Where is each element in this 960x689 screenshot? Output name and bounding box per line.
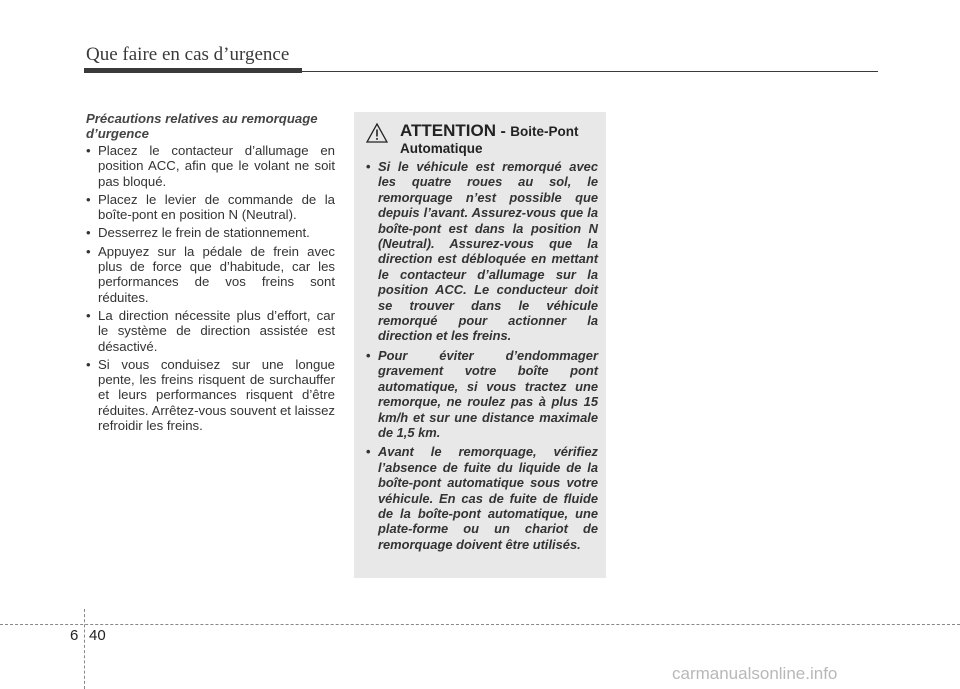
warning-label: ATTENTION	[400, 121, 497, 140]
page-title: Que faire en cas d’urgence	[86, 44, 290, 65]
chapter-number: 6	[70, 627, 79, 644]
footer-rule	[0, 624, 960, 625]
warning-separator: -	[496, 123, 511, 140]
warning-topic: Boite-Pont	[510, 124, 579, 139]
header-bar	[84, 68, 302, 73]
warning-triangle-icon	[366, 123, 388, 143]
list-item: • La direction nécessite plus d’effort, car le système de direction assistée est désactivé.	[86, 308, 335, 354]
section-subheading: Précautions relatives au remorquage d’urgence	[86, 111, 318, 141]
header-rule	[302, 71, 878, 72]
list-item: • Placez le levier de commande de la boîte-pont en position N (Neutral).	[86, 192, 335, 223]
list-item: • Appuyez sur la pédale de frein avec plus de force que d’habitude, car les performances de vos freins sont réduites.	[86, 244, 335, 305]
watermark: carmanualsonline.info	[672, 664, 838, 683]
list-item: • Si vous conduisez sur une longue pente, les freins risquent de surchauffer et leurs performances risquent d’être réduites. Arrêtez-vous souvent et laissez refroidir les freins.	[86, 357, 335, 433]
warning-item: • Avant le remorquage, vérifiez l’absence de fuite du liquide de la boîte-pont automatique sous votre véhicule. En cas de fuite de fluide de la boîte-pont automatique, une plate-forme ou un chariot de remorquage doivent être utilisés.	[366, 444, 598, 552]
warning-item: • Pour éviter d’endommager gravement votre boîte pont automatique, si vous tractez une remorque, ne roulez pas à plus 15 km/h et sur une distance maximale de 1,5 km.	[366, 348, 598, 440]
page-number: 40	[89, 627, 106, 644]
warning-box	[354, 112, 606, 578]
list-item: • Placez le contacteur d’allumage en position ACC, afin que le volant ne soit pas bloqué.	[86, 143, 335, 189]
list-item: • Desserrez le frein de stationnement.	[86, 225, 335, 240]
warning-header	[366, 122, 598, 157]
left-column	[86, 111, 335, 436]
footer-divider	[84, 609, 85, 689]
warning-title	[400, 122, 598, 157]
warning-item: • Si le véhicule est remorqué avec les quatre roues au sol, le remorquage n’est possible que depuis l’avant. Assurez-vous que la boîte-pont est dans la position N (Neutral). Assurez-vous que la direction est débloquée en mettant le contacteur d’allumage sur la position ACC. Le conducteur doit se trouver dans le véhicule remorqué pour actionner la direction et les freins.	[366, 159, 598, 344]
warning-list	[366, 159, 598, 556]
warning-topic-line2: Automatique	[400, 141, 483, 156]
precaution-list	[86, 143, 335, 433]
